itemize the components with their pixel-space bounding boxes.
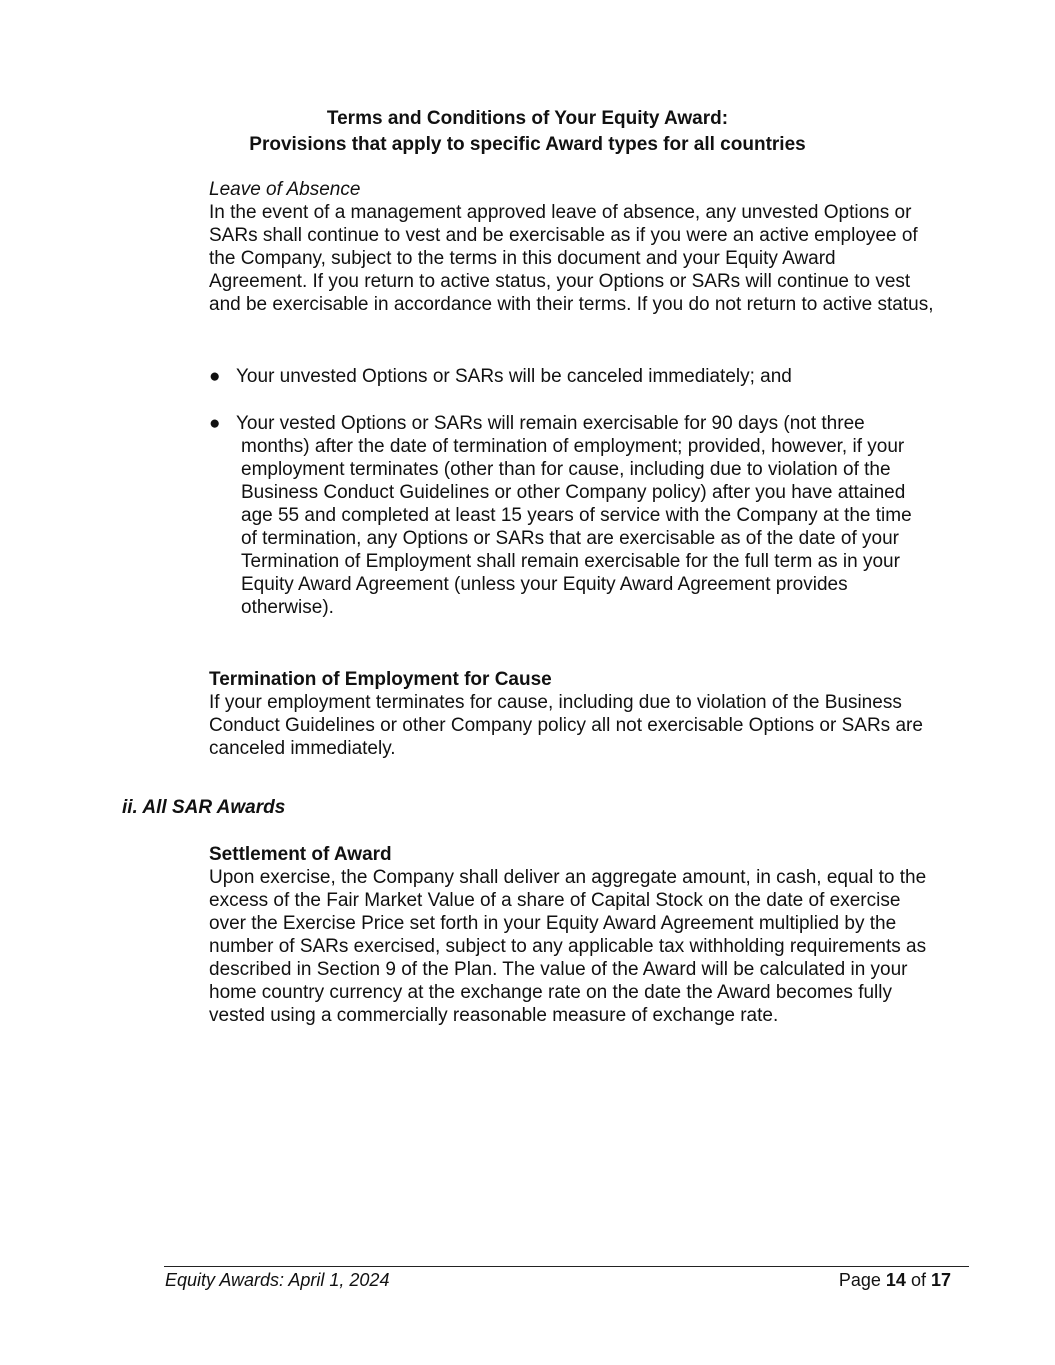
- bullet-dot-icon: ●: [209, 366, 221, 387]
- settlement-body: Upon exercise, the Company shall deliver an aggregate amount, in cash, equal to the excess of the Fair Market Value of a share of Capital Stock on the date of exercise over the Exercise Price set forth in your Equity Award Agreement multiplied by the number of SARs exercised, subject to any applicable tax withholding requirements as described in Section 9 of the Plan. The value of the Award will be calculated in your home country currency at the exchange rate on the date the Award becomes fully vested using a commercially reasonable measure of exchange rate.: [209, 867, 927, 1026]
- title-line-2: Provisions that apply to specific Award types for all countries: [249, 134, 806, 155]
- bullet-dot-icon: ●: [209, 413, 221, 434]
- page-label: Page: [838, 1270, 881, 1290]
- leave-of-absence-heading: Leave of Absence: [209, 179, 361, 200]
- termination-for-cause-body: If your employment terminates for cause, including due to violation of the Business Conduct Guidelines or other Company policy all not exercisable Options or SARs are canceled immediately.: [209, 692, 923, 759]
- termination-for-cause-heading: Termination of Employment for Cause: [209, 669, 552, 690]
- page-total: 17: [930, 1270, 951, 1290]
- bullet-item: [209, 412, 919, 619]
- termination-for-cause-section: [209, 668, 934, 760]
- page-current: 14: [885, 1270, 906, 1290]
- settlement-heading: Settlement of Award: [209, 844, 392, 865]
- settlement-section: [209, 843, 934, 1027]
- footer-divider: [164, 1266, 969, 1267]
- bullet-text: Your unvested Options or SARs will be canceled immediately; and: [236, 366, 792, 387]
- footer-document-date: Equity Awards: April 1, 2024: [165, 1270, 390, 1290]
- bullet-text: Your vested Options or SARs will remain exercisable for 90 days (not three months) after the date of termination of employment; provided, however, if your employment terminates (other than for cause, including due to violation of the Business Conduct Guidelines or other Company policy) after you have attained age 55 and completed at least 15 years of service with the Company at the time of termination, any Options or SARs that are exercisable as of the date of your Termination of Employment shall remain exercisable for the full term as in your Equity Award Agreement (unless your Equity Award Agreement provides otherwise).: [236, 413, 912, 618]
- page-of-label: of: [910, 1270, 926, 1290]
- document-title: [0, 106, 1055, 158]
- leave-of-absence-section: [209, 178, 934, 316]
- footer-page-number: [839, 1269, 951, 1291]
- section-ii-heading: ii. All SAR Awards: [122, 797, 286, 818]
- title-line-1: Terms and Conditions of Your Equity Award:: [326, 108, 729, 129]
- bullet-item: [209, 365, 919, 388]
- leave-of-absence-body: In the event of a management approved leave of absence, any unvested Options or SARs shall continue to vest and be exercisable as if you were an active employee of the Company, subject to the terms in this document and your Equity Award Agreement. If you return to active status, your Options or SARs will continue to vest and be exercisable in accordance with their terms. If you do not return to active status,: [209, 202, 934, 315]
